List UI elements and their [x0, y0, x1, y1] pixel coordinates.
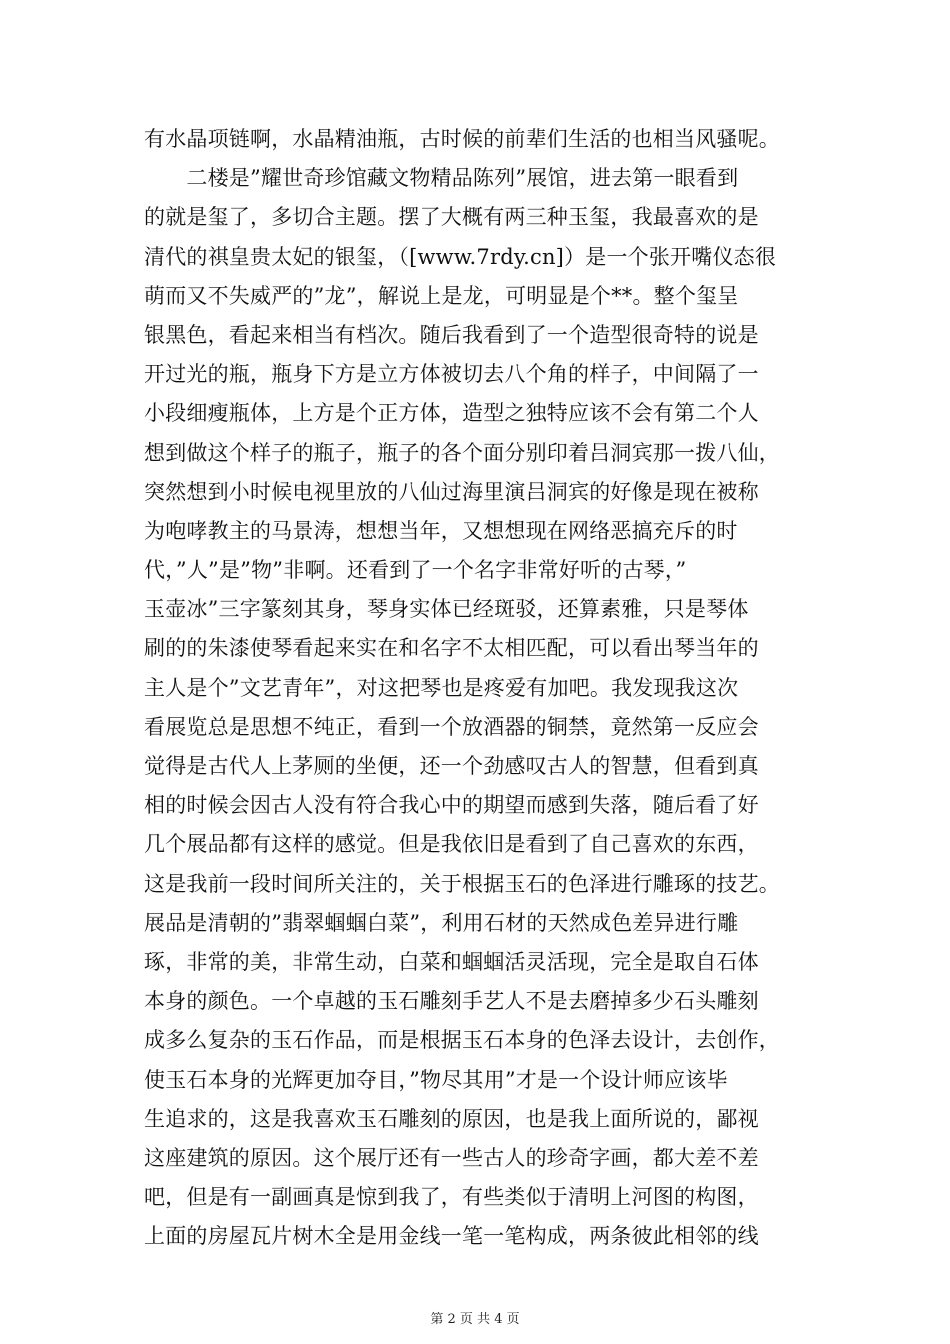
text-line: 二楼是”耀世奇珍馆藏文物精品陈列”展馆，进去第一眼看到 — [144, 166, 739, 191]
text-line: 觉得是古代人上茅厕的坐便，还一个劲感叹古人的智慧，但看到真 — [144, 754, 759, 778]
text-line: 代，”人”是”物”非啊。还看到了一个名字非常好听的古琴，” — [144, 558, 687, 583]
text-line: 银黑色，看起来相当有档次。随后我看到了一个造型很奇特的说是 — [144, 322, 759, 347]
text-line: 琢，非常的美，非常生动，白菜和蝈蝈活灵活现，完全是取自石体 — [144, 949, 759, 974]
text-line: 刷的的朱漆使琴看起来实在和名字不太相匹配，可以看出琴当年的 — [144, 636, 759, 661]
text-line: 这是我前一段时间所关注的，关于根据玉石的色泽进行雕琢的技艺。 — [144, 871, 780, 896]
text-line: 小段细瘦瓶体，上方是个正方体，造型之独特应该不会有第二个人 — [144, 401, 759, 426]
text-line: 突然想到小时候电视里放的八仙过海里演吕洞宾的好像是现在被称 — [144, 479, 759, 504]
text-line: 想到做这个样子的瓶子，瓶子的各个面分别印着吕洞宾那一拨八仙， — [144, 440, 780, 465]
text-line: 这座建筑的原因。这个展厅还有一些古人的珍奇字画，都大差不差 — [144, 1145, 759, 1170]
text-line: 本身的颜色。一个卓越的玉石雕刻手艺人不是去磨掉多少石头雕刻 — [144, 989, 759, 1014]
text-line: 玉壶冰”三字篆刻其身，琴身实体已经斑驳，还算素雅，只是琴体 — [144, 597, 749, 622]
page-footer — [0, 1308, 950, 1328]
page-number: 第 2 页 共 4 页 — [430, 1312, 520, 1327]
text-line: 生追求的，这是我喜欢玉石雕刻的原因，也是我上面所说的，鄙视 — [144, 1106, 759, 1131]
text-line: 开过光的瓶，瓶身下方是立方体被切去八个角的样子，中间隔了一 — [144, 362, 759, 387]
text-line: 的就是玺了，多切合主题。摆了大概有两三种玉玺，我最喜欢的是 — [144, 205, 759, 230]
text-line: 展品是清朝的”翡翠蝈蝈白菜”，利用石材的天然成色差异进行雕 — [144, 910, 739, 935]
text-line: 吧，但是有一副画真是惊到我了，有些类似于清明上河图的构图， — [144, 1185, 759, 1210]
text-line: 看展览总是思想不纯正，看到一个放酒器的铜禁，竟然第一反应会 — [144, 714, 759, 739]
text-line: 相的时候会因古人没有符合我心中的期望而感到失落，随后看了好 — [144, 793, 759, 818]
text-line: 几个展品都有这样的感觉。但是我依旧是看到了自己喜欢的东西， — [144, 832, 759, 857]
text-line: 清代的祺皇贵太妃的银玺，（[www.7rdy.cn]）是一个张开嘴仪态很 — [144, 244, 777, 269]
text-line: 上面的房屋瓦片树木全是用金线一笔一笔构成，两条彼此相邻的线 — [144, 1224, 759, 1249]
text-line: 使玉石本身的光辉更加夺目，”物尽其用”才是一个设计师应该毕 — [144, 1067, 728, 1092]
text-line: 为咆哮教主的马景涛，想想当年，又想想现在网络恶搞充斥的时 — [144, 518, 738, 543]
text-line: 有水晶项链啊，水晶精油瓶，古时候的前辈们生活的也相当风骚呢。 — [144, 127, 780, 151]
text-line: 萌而又不失威严的”龙”，解说上是龙，可明显是个**。整个玺呈 — [144, 283, 739, 308]
text-line: 成多么复杂的玉石作品，而是根据玉石本身的色泽去设计，去创作， — [144, 1028, 780, 1053]
text-line: 主人是个”文艺青年”，对这把琴也是疼爱有加吧。我发现我这次 — [144, 675, 739, 700]
body-text — [144, 120, 824, 1256]
